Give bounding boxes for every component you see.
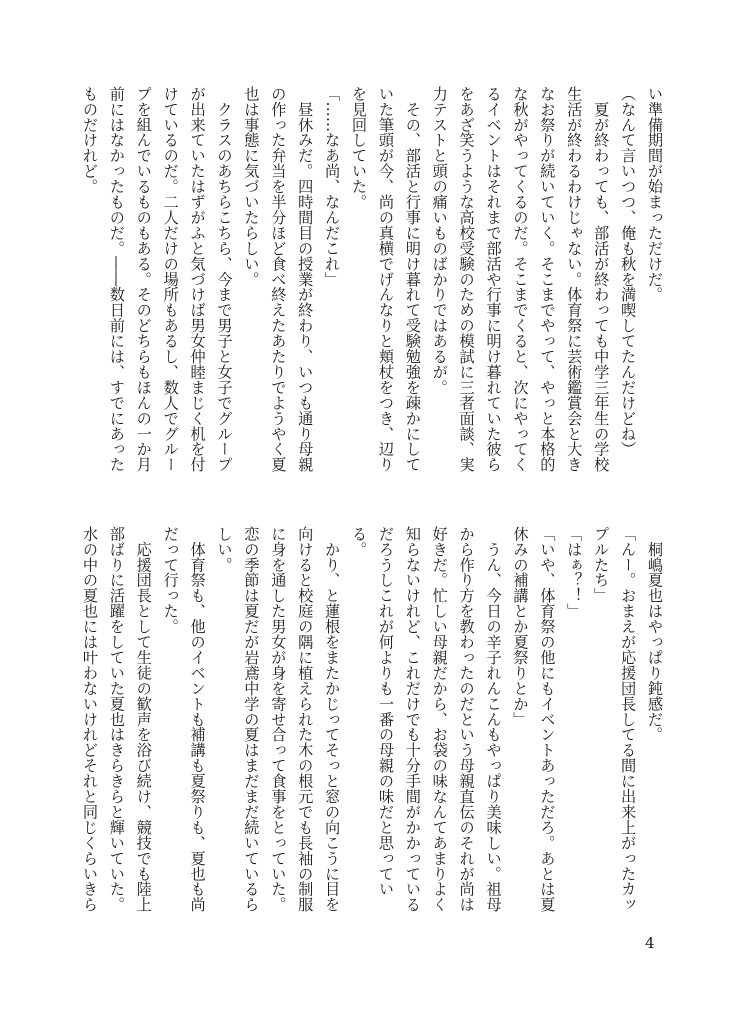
text-line: をあざ笑うような高校受験のための模試に三者面談、実 <box>457 86 476 473</box>
text-line: しい。 <box>215 526 234 573</box>
text-line: の作った弁当を半分ほど食べ終えたあたりでようやく夏 <box>269 86 288 473</box>
text-line: 体育祭も、他のイベントも補講も夏祭りも、夏也も尚 <box>188 526 207 913</box>
text-line: 也は事態に気づいたらしい。 <box>242 86 261 287</box>
text-line: 向けると校庭の隅に植えられた木の根元でも長袖の制服 <box>296 526 315 913</box>
text-line: 桐嶋夏也はやっぱり鈍感だ。 <box>646 526 664 743</box>
text-line: 水の中の夏也には叶わないけれどそれと同じくらいきら <box>80 526 99 913</box>
text-block-top <box>66 86 668 471</box>
text-line: い準備期間が始まっただけだ。 <box>646 86 664 303</box>
page-number: 4 <box>645 934 655 952</box>
text-line: を見回していた。 <box>350 86 369 210</box>
text-line: 夏が終わっても、部活が終わっても中学三年生の学校 <box>592 86 611 473</box>
text-line: ものだけれど。 <box>80 86 99 195</box>
text-line: 力テストと頭の痛いものばかりではあるが。 <box>430 86 449 395</box>
text-line: が出来ていたはずがふと気づけば男女仲睦まじく机を付 <box>188 86 207 473</box>
text-line: 生活が終わるわけじゃない。体育祭に芸術鑑賞会と大き <box>565 86 584 473</box>
text-line: 恋の季節は夏だが岩鳶中学の夏はまだまだ続いているら <box>242 526 261 913</box>
text-line: クラスのあちらこちら、今まで男子と女子でグループ <box>215 86 234 473</box>
text-line: いた筆頭が今、尚の真横でげんなりと頬杖をつき、辺り <box>376 86 395 473</box>
text-line: 前にはなかったものだ。――数日前には、すでにあった <box>107 86 126 473</box>
text-line: 休みの補講とか夏祭りとか」 <box>511 526 530 727</box>
text-line: 昼休みだ。四時間目の授業が終わり、いつも通り母親 <box>296 86 315 473</box>
text-line: その、部活と行事に明け暮れて受験勉強を疎かにして <box>403 86 422 473</box>
text-line: だろうしこれが何よりも一番の母親の味だと思ってい <box>376 526 395 897</box>
text-line: だって行った。 <box>161 526 180 635</box>
text-line: 好きだ。忙しい母親だから、お袋の味なんてあまりよく <box>430 526 449 913</box>
text-line: な秋がやってくるのだ。そこまでくると、次にやってく <box>511 86 530 473</box>
text-block-bottom <box>66 526 668 911</box>
text-line: るイベントはそれまで部活や行事に明け暮れていた彼ら <box>484 86 503 473</box>
text-line: プを組んでいるものもある。そのどちらもほんの一か月 <box>134 86 153 473</box>
text-line: プルたち」 <box>592 526 611 604</box>
text-line: かり、と蓮根をまたかじってそっと窓の向こうに目を <box>323 526 342 913</box>
text-line: 「はぁ？！」 <box>565 526 584 619</box>
text-line: に身を通した男女が身を寄せ合って食事をとっていた。 <box>269 526 288 913</box>
text-line: 応援団長として生徒の歓声を浴び続け、競技でも陸上 <box>134 526 153 913</box>
text-line: 「いや、体育祭の他にもイベントあっただろ。あとは夏 <box>538 526 557 913</box>
text-line: （なんて言いつつ、俺も秋を満喫してたんだけどね） <box>619 86 638 457</box>
text-line: なお祭りが続いていく。そこまでやって、やっと本格的 <box>538 86 557 473</box>
text-line: 知らないけれど、これだけでも十分手間がかかっている <box>403 526 422 913</box>
text-line: 「んー。おまえが応援団長してる間に出来上がったカッ <box>619 526 638 913</box>
text-line: けているのだ。二人だけの場所もあるし、数人でグルー <box>161 86 180 473</box>
text-line: 「……なあ尚、なんだこれ」 <box>323 86 342 287</box>
text-line: から作り方を教わったのだという母親直伝のそれが尚は <box>457 526 476 913</box>
text-line: 部ばりに活躍をしていた夏也はきらきらと輝いていた。 <box>107 526 126 913</box>
text-line: うん、今日の辛子れんこんもやっぱり美味しい。祖母 <box>484 526 503 913</box>
text-line: る。 <box>350 526 369 557</box>
